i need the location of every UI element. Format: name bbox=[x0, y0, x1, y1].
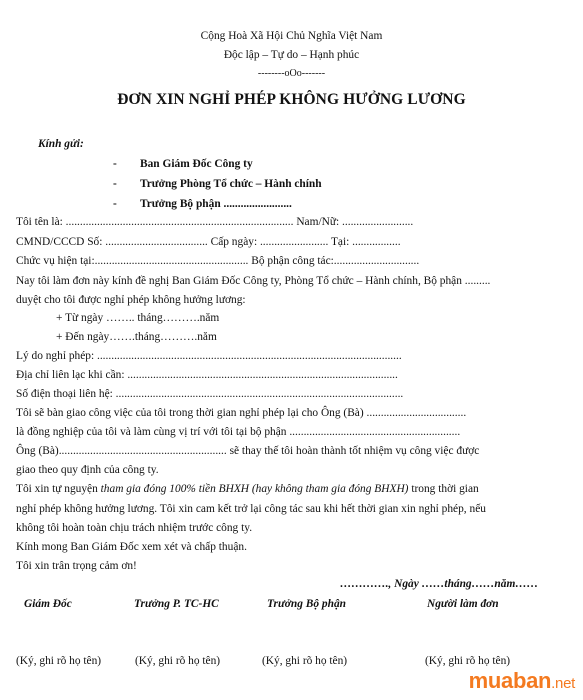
recipients-label: Kính gửi: bbox=[38, 138, 84, 150]
commitment-line bbox=[16, 482, 479, 496]
muaban-logo bbox=[469, 668, 575, 694]
handover-line: là đồng nghiệp của tôi và làm cùng vị trí với tôi tại bộ phận ............................................................ bbox=[16, 426, 461, 438]
commitment-line: nghỉ phép không hưởng lương. Tôi xin cam kết trở lại công tác sau khi hết thời gian xin nghỉ phép, nếu bbox=[16, 503, 486, 515]
signature-note: (Ký, ghi rõ họ tên) bbox=[425, 655, 511, 667]
leave-from-date: + Từ ngày …….. tháng……….năm bbox=[56, 312, 220, 324]
reason-field: Lý do nghỉ phép: ........................................................................................................... bbox=[16, 350, 402, 362]
signature-note: (Ký, ghi rõ họ tên) bbox=[135, 655, 221, 667]
leave-to-date: + Đến ngày…….tháng……….năm bbox=[56, 331, 217, 343]
document-title: ĐƠN XIN NGHỈ PHÉP KHÔNG HƯỞNG LƯƠNG bbox=[117, 91, 466, 108]
signature-title: Trưởng P. TC-HC bbox=[134, 598, 219, 610]
id-field: CMND/CCCD Số: .................................... Cấp ngày: ........................ Tại: ................. bbox=[16, 236, 401, 248]
commitment-text: trong thời gian bbox=[408, 483, 479, 495]
date-line: …………., Ngày ……tháng……năm…… bbox=[340, 578, 539, 590]
insurance-option: tham gia đóng 100% tiền BHXH (hay không tham gia đóng BHXH) bbox=[100, 483, 409, 495]
signature-title: Giám Đốc bbox=[24, 598, 72, 610]
divider: --------oOo------- bbox=[257, 68, 326, 79]
handover-line: giao theo quy định của công ty. bbox=[16, 464, 159, 476]
address-field: Địa chỉ liên lạc khi cần: ............................................................................................... bbox=[16, 369, 398, 381]
recipient-bullet: - bbox=[113, 198, 117, 210]
request-line: Nay tôi làm đơn này kính đề nghị Ban Giám Đốc Công ty, Phòng Tổ chức – Hành chính, Bộ phận ......... bbox=[16, 275, 491, 287]
signature-title: Người làm đơn bbox=[427, 598, 499, 610]
phone-field: Số điện thoại liên hệ: ..................................................................................................... bbox=[16, 388, 404, 400]
motto: Độc lập – Tự do – Hạnh phúc bbox=[223, 49, 360, 61]
signature-note: (Ký, ghi rõ họ tên) bbox=[16, 655, 102, 667]
signature-note: (Ký, ghi rõ họ tên) bbox=[262, 655, 348, 667]
handover-line: Ông (Bà)........................................................... sẽ thay thế tôi hoàn thành tốt nhiệm vụ công việc được bbox=[16, 445, 480, 457]
name-field: Tôi tên là: ................................................................................ Nam/Nữ: ......................... bbox=[16, 216, 414, 228]
closing-line: Kính mong Ban Giám Đốc xem xét và chấp thuận. bbox=[16, 541, 247, 553]
thanks-line: Tôi xin trân trọng cảm ơn! bbox=[16, 560, 137, 572]
recipient-bullet: - bbox=[113, 158, 117, 170]
logo-tld: .net bbox=[551, 675, 575, 692]
handover-line: Tôi sẽ bàn giao công việc của tôi trong thời gian nghỉ phép lại cho Ông (Bà) ................................... bbox=[16, 407, 467, 419]
position-field: Chức vụ hiện tại:...................................................... Bộ phận công tác:.............................. bbox=[16, 255, 420, 267]
nation-heading: Cộng Hoà Xã Hội Chủ Nghĩa Việt Nam bbox=[200, 30, 383, 42]
recipient-item: Trưởng Phòng Tổ chức – Hành chính bbox=[140, 178, 322, 190]
recipient-item: Trưởng Bộ phận ........................ bbox=[140, 198, 292, 210]
request-line: duyệt cho tôi được nghỉ phép không hưởng lương: bbox=[16, 294, 246, 306]
logo-brand: muaban bbox=[468, 668, 552, 693]
recipient-bullet: - bbox=[113, 178, 117, 190]
commitment-line: không tôi hoàn toàn chịu trách nhiệm trước công ty. bbox=[16, 522, 253, 534]
commitment-text: Tôi xin tự nguyện bbox=[16, 483, 101, 495]
recipient-item: Ban Giám Đốc Công ty bbox=[140, 158, 253, 170]
signature-title: Trưởng Bộ phận bbox=[267, 598, 346, 610]
